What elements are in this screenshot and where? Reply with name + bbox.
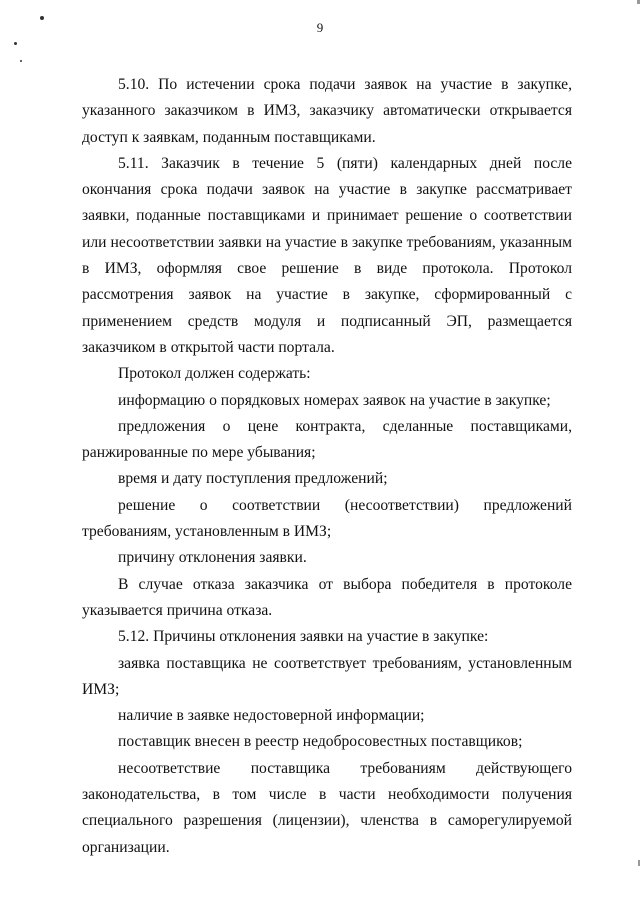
refusal-paragraph: В случае отказа заказчика от выбора победителя в протоколе указывается причина отказа. bbox=[82, 575, 572, 619]
document-body bbox=[82, 72, 572, 861]
rejection-reason-false-info: наличие в заявке недостоверной информации; bbox=[118, 707, 425, 725]
protocol-item-numbers: информацию о порядковых номерах заявок на участие в закупке; bbox=[118, 391, 551, 409]
protocol-item-datetime: время и дату поступления предложений; bbox=[118, 470, 388, 488]
protocol-item-compliance: решение о соответствии (несоответствии) предложений требованиям, установленным в ИМЗ; bbox=[82, 496, 572, 541]
rejection-reason-registry: поставщик внесен в реестр недобросовестных поставщиков; bbox=[118, 733, 523, 751]
paragraph-5-10: 5.10. По истечении срока подачи заявок на участие в закупке, указанного заказчиком в ИМЗ, заказчику автоматически открывается доступ к заявкам, поданным поставщиками. bbox=[82, 76, 572, 146]
protocol-intro: Протокол должен содержать: bbox=[118, 365, 311, 383]
rejection-reason-legislation: несоответствие поставщика требованиям действующего законодательства, в том числе в части необходимости получения специального разрешения (лицензии), членства в саморегулируемой организации. bbox=[82, 759, 572, 856]
scan-mark bbox=[14, 42, 17, 45]
paragraph-5-12: 5.12. Причины отклонения заявки на участие в закупке: bbox=[118, 628, 489, 646]
scan-mark bbox=[20, 60, 22, 62]
page-number: 9 bbox=[316, 20, 324, 35]
protocol-item-rejection-reason: причину отклонения заявки. bbox=[118, 549, 307, 567]
rejection-reason-noncompliance: заявка поставщика не соответствует требованиям, установленным ИМЗ; bbox=[82, 654, 572, 698]
protocol-item-price-offers: предложения о цене контракта, сделанные поставщиками, ранжированные по мере убывания; bbox=[82, 417, 572, 462]
paragraph-5-11: 5.11. Заказчик в течение 5 (пяти) календарных дней после окончания срока подачи заявок на участие в закупке рассматривает заявки, поданные поставщиками и принимает решение о соответствии или несоответствии заявки на участие в закупке требованиям, указанным в ИМЗ, оформляя свое решение в виде протокола. Протокол рассмотрения заявок на участие в закупке, сформированный с применением средств модуля и подписанный ЭП, размещается заказчиком в открытой части портала. bbox=[82, 154, 572, 356]
